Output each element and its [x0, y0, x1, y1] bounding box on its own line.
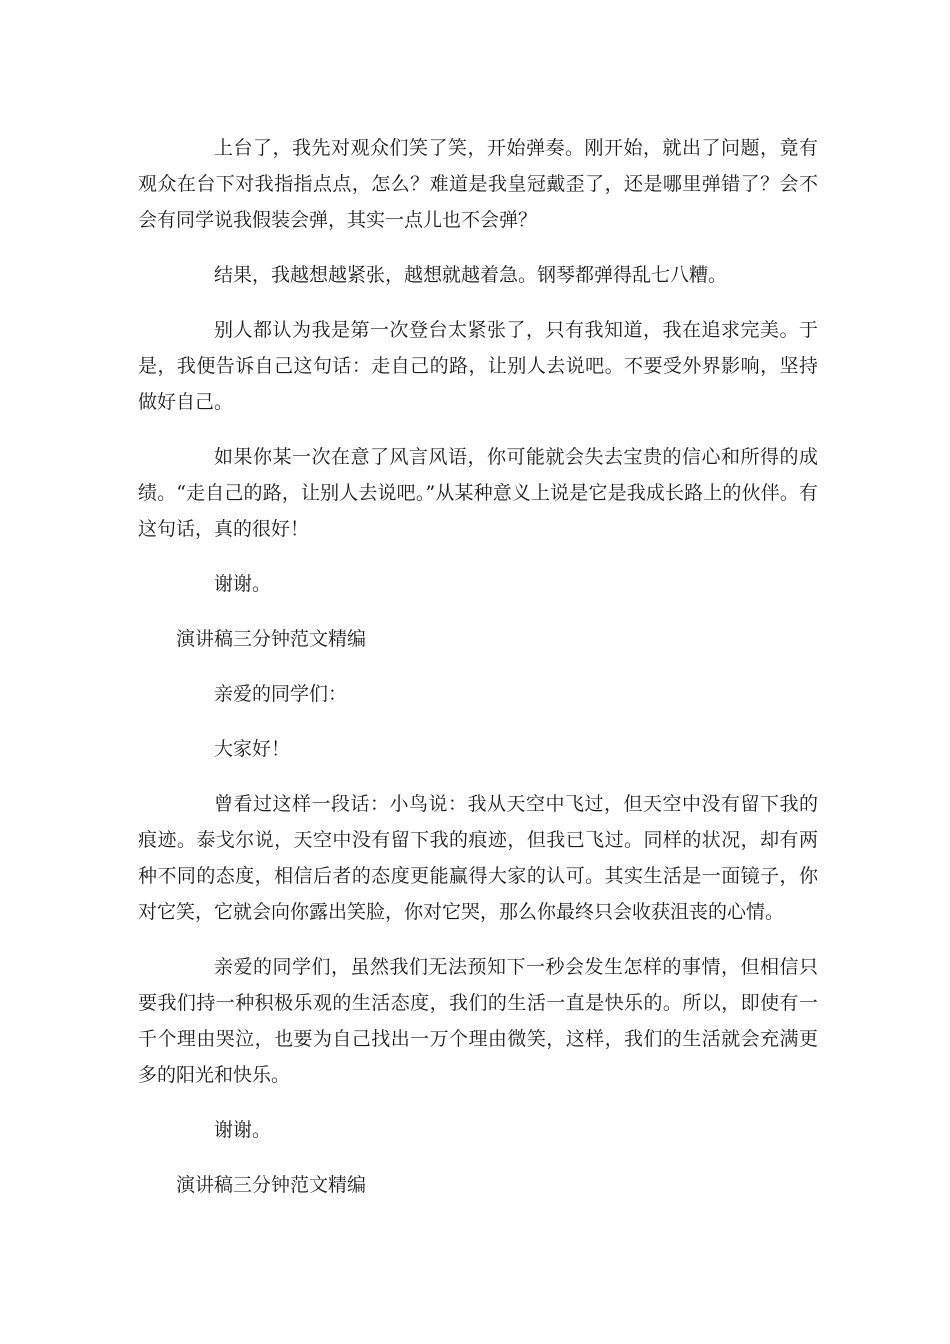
paragraph-thanks-1: 谢谢。 — [214, 573, 272, 595]
paragraph-performance: 上台了，我先对观众们笑了笑，开始弹奏。刚开始，就出了问题，竟有观众在台下对我指指点点，怎么？难道是我皇冠戴歪了，还是哪里弹错了？会不会有同学说我假装会弹，其实一点儿也不会弹？ — [138, 137, 818, 231]
paragraph-optimism: 亲爱的同学们，虽然我们无法预知下一秒会发生怎样的事情，但相信只要我们持一种积极乐观的生活态度，我们的生活一直是快乐的。所以，即使有一千个理由哭泣，也要为自己找出一万个理由微笑，这样，我们的生活就会充满更多的阳光和快乐。 — [138, 956, 818, 1086]
paragraph-bird-quote: 曾看过这样一段话：小鸟说：我从天空中飞过，但天空中没有留下我的痕迹。泰戈尔说，天空中没有留下我的痕迹，但我已飞过。同样的状况，却有两种不同的态度，相信后者的态度更能赢得大家的认可。其实生活是一面镜子，你对它笑，它就会向你露出笑脸，你对它哭，那么你最终只会收获沮丧的心情。 — [138, 793, 818, 923]
paragraph-greeting: 大家好！ — [214, 738, 291, 760]
section-heading-2: 演讲稿三分钟范文精编 — [176, 1174, 367, 1196]
paragraph-perfection: 别人都认为我是第一次登台太紧张了，只有我知道，我在追求完美。于是，我便告诉自己这句话：走自己的路，让别人去说吧。不要受外界影响，坚持做好自己。 — [138, 319, 818, 413]
paragraph-salutation: 亲爱的同学们： — [214, 683, 348, 705]
paragraph-result: 结果，我越想越紧张，越想就越着急。钢琴都弹得乱七八糟。 — [214, 264, 728, 286]
paragraph-thanks-2: 谢谢。 — [214, 1119, 272, 1141]
document-body — [138, 130, 818, 1203]
paragraph-gossip: 如果你某一次在意了风言风语，你可能就会失去宝贵的信心和所得的成绩。“走自己的路，让别人去说吧。”从某种意义上说是它是我成长路上的伙伴。有这句话，真的很好！ — [138, 446, 818, 540]
section-heading-1: 演讲稿三分钟范文精编 — [176, 628, 367, 650]
